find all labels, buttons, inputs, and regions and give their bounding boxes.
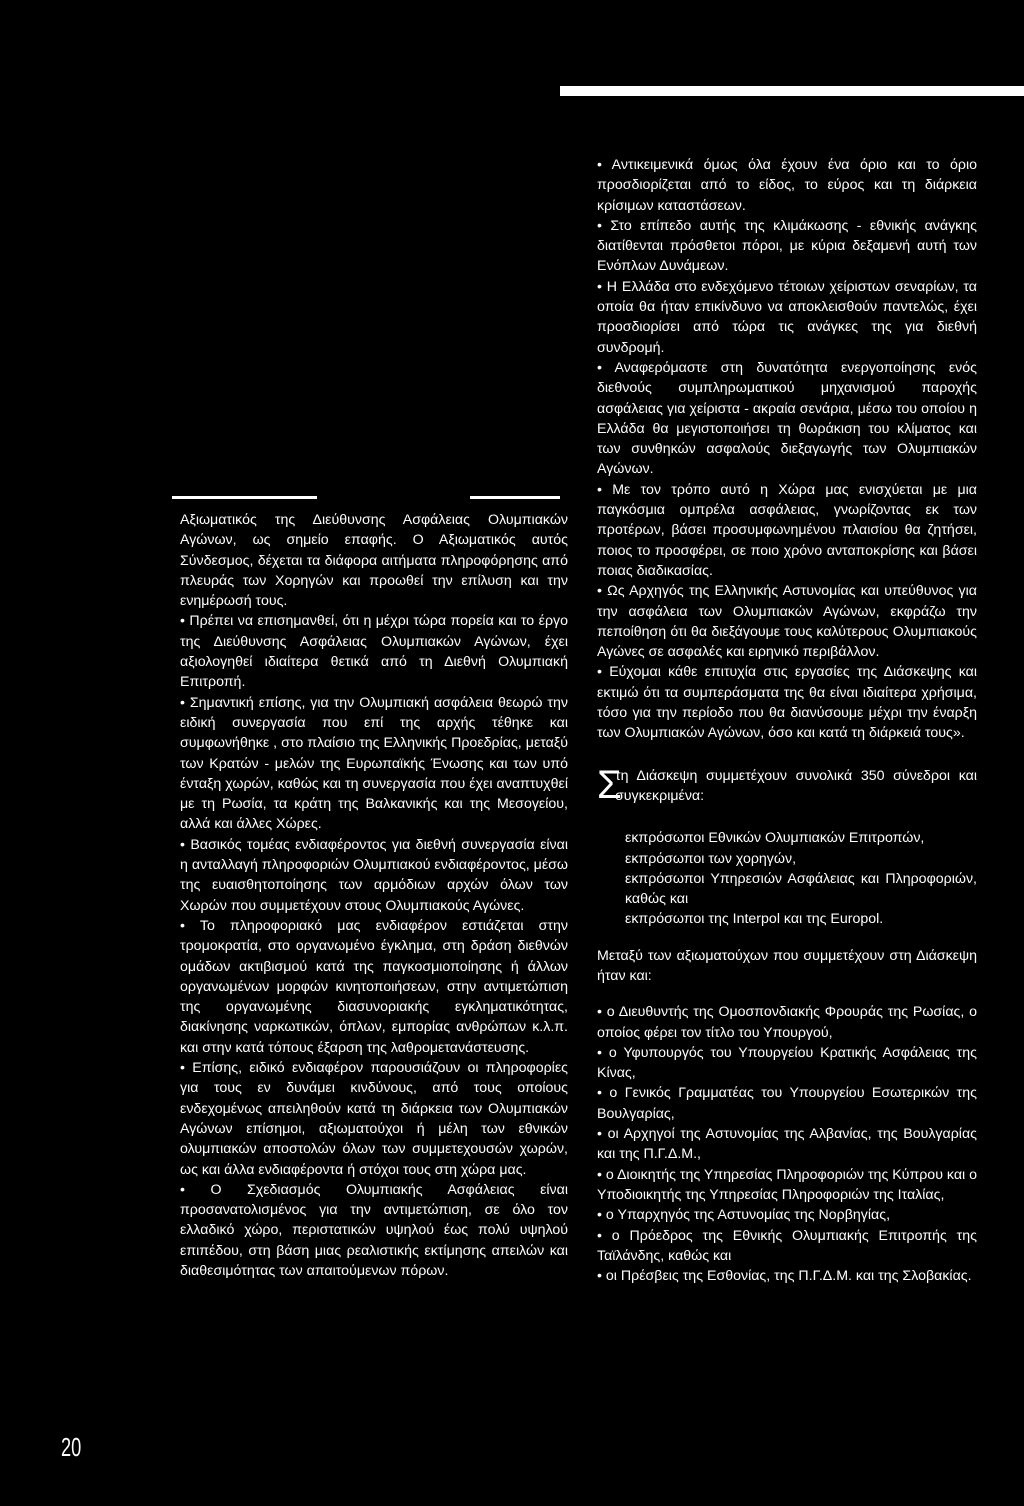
left-column: [180, 510, 568, 1281]
paragraph: • Εύχομαι κάθε επιτυχία στις εργασίες της Διάσκεψης και εκτιμώ ότι τα συμπεράσματα της θα είναι ιδιαίτερα χρήσιμα, τόσο για την περίοδο που θα διανύσουμε μέχρι την έναρξη των Ολυμπιακών Αγώνων, όσο και κατά τη διάρκειά τους».: [597, 664, 977, 742]
paragraph: • Η Ελλάδα στο ενδεχόμενο τέτοιων χείριστων σεναρίων, τα οποία θα ήταν επικίνδυνο να αποκλεισθούν παντελώς, έχει προσδιορίσει από τώρα τις ανάγκες της για διεθνή συνδρομή.: [597, 278, 977, 356]
list-item: • ο Διευθυντής της Ομοσπονδιακής Φρουράς της Ρωσίας, ο οποίος φέρει τον τίτλο του Υπουργού,: [597, 1004, 977, 1041]
conference-intro-text: τη Διάσκεψη συμμετέχουν συνολικά 350 σύνεδροι και συγκεκριμένα:: [615, 767, 977, 804]
list-item: • ο Γενικός Γραμματέας του Υπουργείου Εσωτερικών της Βουλγαρίας,: [597, 1085, 977, 1122]
paragraph: • Αναφερόμαστε στη δυνατότητα ενεργοποίησης ενός διεθνούς συμπληρωματικού μηχανισμού παροχής ασφάλειας για χείριστα - ακραία σενάρια, μέσω του οποίου η Ελλάδα θα μεγιστοποιήσει τη θωράκιση του κλίματος και των συνθηκών ασφαλούς διεξαγωγής των Ολυμπιακών Αγώνων.: [597, 359, 977, 478]
paragraph: • Το πληροφοριακό μας ενδιαφέρον εστιάζεται στην τρομοκρατία, στο οργανωμένο έγκλημα, στη δράση διεθνών ομάδων ακτιβισμού κατά της παγκοσμιοποίησης ή άλλων οργανωμένων μορφών κινητοποιήσεων, στην αντιμετώπιση της οργανωμένης διασυνοριακής εγκληματικότητας, διακίνησης ναρκωτικών, όπλων, εμπορίας ανθρώπων κ.λ.π. και στην κατά τόπους έξαρση της λαθρομετανάστευσης.: [180, 917, 568, 1056]
paragraph: • Με τον τρόπο αυτό η Χώρα μας ενισχύεται με μια παγκόσμια ομπρέλα ασφάλειας, γνωρίζοντας εκ των προτέρων, βάσει προσυμφωνημένου πλαισίου θα ζητήσει, ποιος το προσφέρει, σε ποιο χρόνο ανταποκρίσης και βάσει ποιας διαδικασίας.: [597, 481, 977, 579]
paragraph: • Στο επίπεδο αυτής της κλιμάκωσης - εθνικής ανάγκης διατίθενται πρόσθετοι πόροι, με κύρια δεξαμενή αυτή των Ενόπλων Δυνάμεων.: [597, 217, 977, 275]
paragraph: • Βασικός τομέας ενδιαφέροντος για διεθνή συνεργασία είναι η ανταλλαγή πληροφοριών Ολυμπιακού ενδιαφέροντος, μέσω της ευαισθητοποίησης των αρμόδιων αρχών όλων των Χωρών που συμμετέχουν στους Ολυμπιακούς Αγώνες.: [180, 836, 568, 914]
list-item: εκπρόσωποι Εθνικών Ολυμπιακών Επιτροπών,: [625, 830, 925, 847]
list-item: • ο Πρόεδρος της Εθνικής Ολυμπιακής Επιτροπής της Ταϊλάνδης, καθώς και: [597, 1227, 977, 1264]
paragraph: • Ο Σχεδιασμός Ολυμπιακής Ασφάλειας είναι προσανατολισμένος για την αντιμετώπιση, σε όλο τον ελλαδικό χώρο, περιστατικών υψηλού έως πολύ υψηλού επιπέδου, στη βάση μιας ρεαλιστικής εκτίμησης απειλών και διαθεσιμότητας των απαιτούμενων πόρων.: [180, 1181, 568, 1279]
list-item: • ο Υπαρχηγός της Αστυνομίας της Νορβηγίας,: [597, 1207, 891, 1224]
conference-intro: [597, 762, 977, 807]
left-rule-decoration: [172, 496, 317, 499]
paragraph: • Ως Αρχηγός της Ελληνικής Αστυνομίας και υπεύθυνος για την ασφάλεια των Ολυμπιακών Αγώνων, εκφράζω την πεποίθηση ότι θα διεξάγουμε τους καλύτερους Ολυμπιακούς Αγώνες σε ασφαλές και ειρηνικό περιβάλλον.: [597, 583, 977, 661]
paragraph: • Επίσης, ειδικό ενδιαφέρον παρουσιάζουν οι πληροφορίες για τους εν δυνάμει κινδύνους, από τους οποίους ενδεχομένως απειληθούν κατά τη διάρκεια των Ολυμπιακών Αγώνων επίσημοι, αξιωματούχοι ή μέλη των εθνικών ολυμπιακών αποστολών όλων των συμμετεχουσών χωρών, ως και άλλα ενδιαφέροντα ή στόχοι τους στη χώρα μας.: [180, 1060, 568, 1178]
paragraph: • Αντικειμενικά όμως όλα έχουν ένα όριο και το όριο προσδιορίζεται από το είδος, το εύρος και τη διάρκεια κρίσιμων καταστάσεων.: [597, 157, 977, 214]
paragraph: • Σημαντική επίσης, για την Ολυμπιακή ασφάλεια θεωρώ την ειδική συνεργασία που επί της αρχής τέθηκε και συμφωνήθηκε , στο πλαίσιο της Ελληνικής Προεδρίας, μεταξύ των Κρατών - μελών της Ευρωπαϊκής Ένωσης και των υπό ένταξη χωρών, καθώς και τη συνεργασία που έχει αναπτυχθεί με τη Ρωσία, τα κράτη της Βαλκανικής και της Μεσογείου, αλλά και άλλες Χώρες.: [180, 694, 568, 833]
officials-intro: Μεταξύ των αξιωματούχων που συμμετέχουν στη Διάσκεψη ήταν και:: [597, 947, 977, 984]
list-item: εκπρόσωποι της Interpol και της Europol.: [625, 911, 884, 928]
right-rule-decoration: [470, 496, 560, 499]
participants-list: [597, 828, 977, 929]
drop-cap: Σ: [597, 762, 622, 807]
page-number: 20: [61, 1432, 82, 1462]
right-column: [597, 155, 977, 1286]
paragraph: • Πρέπει να επισημανθεί, ότι η μέχρι τώρα πορεία και το έργο της Διεύθυνσης Ασφάλειας Ολυμπιακών Αγώνων, έχει αξιολογηθεί ιδιαίτερα θετικά από τη Διεθνή Ολυμπιακή Επιτροπή.: [180, 613, 568, 691]
paragraph: Αξιωματικός της Διεύθυνσης Ασφάλειας Ολυμπιακών Αγώνων, ως σημείο επαφής. Ο Αξιωματικός αυτός Σύνδεσμος, δέχεται τα διάφορα αιτήματα πληροφόρησης από πλευράς των Χορηγών και προωθεί την επίλυση και την ενημέρωσή τους.: [180, 512, 568, 610]
list-item: εκπρόσωποι Υπηρεσιών Ασφάλειας και Πληροφοριών, καθώς και: [625, 870, 977, 908]
list-item: • οι Αρχηγοί της Αστυνομίας της Αλβανίας, της Βουλγαρίας και της Π.Γ.Δ.Μ.,: [597, 1126, 977, 1163]
list-item: εκπρόσωποι των χορηγών,: [625, 850, 797, 867]
list-item: • ο Διοικητής της Υπηρεσίας Πληροφοριών της Κύπρου και ο Υποδιοικητής της Υπηρεσίας Πληροφοριών της Ιταλίας,: [597, 1166, 977, 1203]
list-item: • ο Υφυπουργός του Υπουργείου Κρατικής Ασφάλειας της Κίνας,: [597, 1044, 977, 1082]
top-decorative-bar: [560, 86, 1024, 96]
list-item: • οι Πρέσβεις της Εσθονίας, της Π.Γ.Δ.Μ. και της Σλοβακίας.: [597, 1268, 972, 1285]
